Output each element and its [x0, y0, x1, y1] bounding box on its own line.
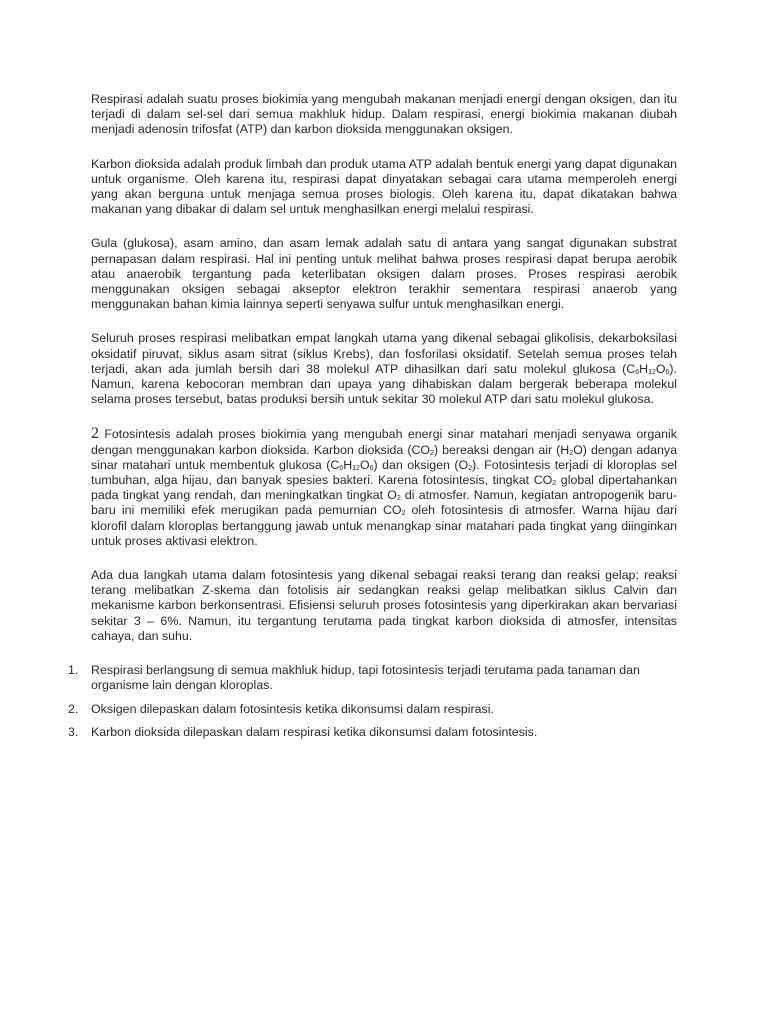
- comparison-list-wrapper: [68, 663, 677, 741]
- list-text: Respirasi berlangsung di semua makhluk hidup, tapi fotosintesis terjadi terutama pada tanaman dan organisme lain dengan kloroplas.: [91, 663, 640, 693]
- list-item: [68, 701, 677, 717]
- list-item: [68, 725, 677, 740]
- paragraph-langkah-fotosintesis: Ada dua langkah utama dalam fotosintesis yang dikenal sebagai reaksi terang dan reaksi gelap; reaksi terang melibatkan Z-skema dan fotolisis air sedangkan reaksi gelap melibatkan siklus Calvin dan mekanisme karbon berkonsentrasi. Efisiensi seluruh proses fotosintesis yang diperkirakan akan bervariasi sekitar 3 – 6%. Namun, itu tergantung terutama pada tingkat karbon dioksida di atmosfer, intensitas cahaya, dan suhu.: [91, 568, 677, 643]
- text-run: ). Namun, karena kebocoran membran dan upaya yang dihabiskan dalam bergerak beberapa molekul selama proses tersebut, batas produksi bersih untuk sekitar 30 molekul ATP dari satu molekul glukosa.: [91, 361, 677, 407]
- text-run: O: [359, 457, 370, 472]
- subscript: 6: [339, 464, 344, 472]
- text-run: ) bereaksi dengan air (H: [433, 442, 570, 457]
- text-run: ) dan oksigen (O: [373, 457, 469, 472]
- subscript: 2: [552, 480, 557, 488]
- paragraph-langkah-respirasi: [91, 331, 677, 407]
- list-number: 1.: [68, 663, 79, 678]
- list-number: 2.: [68, 701, 79, 716]
- paragraph-substrat-respirasi: Gula (glukosa), asam amino, dan asam lemak adalah satu di antara yang sangat digunakan substrat pernapasan dalam respirasi. Hal ini penting untuk melihat bahwa proses respirasi dapat berupa aerobik atau anaerobik tergantung pada keterlibatan oksigen dalam proses. Proses respirasi aerobik menggunakan oksigen sebagai akseptor elektron terakhir sementara respirasi anaerob yang menggunakan bahan kimia lainnya seperti senyawa sulfur untuk menghasilkan energi.: [91, 236, 677, 312]
- text-run: oleh fotosintesis di atmosfer. Warna hijau dari klorofil dalam kloroplas bertanggung jawab untuk menangkap sinar matahari pada tingkat yang diinginkan untuk proses aktivasi elektron.: [91, 503, 677, 548]
- text-run: di atmosfer. Namun, kegiatan antropogenik baru-baru ini memiliki efek merugikan pada pemurnian CO: [91, 488, 677, 518]
- subscript: 12: [352, 464, 360, 472]
- subscript: 2: [396, 495, 401, 503]
- text-run: O) dengan adanya sinar matahari untuk membentuk glukosa (C: [91, 442, 677, 472]
- list-number: 3.: [68, 725, 79, 740]
- subscript: 6: [665, 368, 670, 376]
- paragraph-karbon-dioksida: Karbon dioksida adalah produk limbah dan produk utama ATP adalah bentuk energi yang dapat digunakan untuk organisme. Oleh karena itu, respirasi dapat dinyatakan sebagai cara utama memperoleh energi yang akan berguna untuk menjaga semua proses biologis. Oleh karena itu, dapat dikatakan bahwa makanan yang dibakar di dalam sel untuk menghasilkan energi melalui respirasi.: [91, 156, 677, 217]
- comparison-list: [68, 663, 677, 741]
- text-run: O: [655, 361, 666, 376]
- subscript: 2: [468, 464, 473, 472]
- subscript: 12: [648, 368, 656, 376]
- text-run: H: [639, 361, 649, 376]
- list-item: [68, 663, 677, 693]
- paragraph-fotosintesis: [91, 426, 677, 549]
- list-text: Karbon dioksida dilepaskan dalam respirasi ketika dikonsumsi dalam fotosintesis.: [91, 725, 538, 740]
- subscript: 2: [430, 449, 434, 457]
- subscript: 6: [635, 368, 640, 376]
- text-run: Fotosintesis adalah proses biokimia yang mengubah energi sinar matahari menjadi senyawa organik dengan menggunakan karbon dioksida. Karbon dioksida (CO: [91, 427, 677, 457]
- subscript: 2: [569, 449, 574, 457]
- section-number: 2: [91, 425, 99, 443]
- paragraph-respirasi-definisi: Respirasi adalah suatu proses biokimia yang mengubah makanan menjadi energi dengan oksigen, dan itu terjadi di dalam sel-sel dari semua makhluk hidup. Dalam respirasi, energi biokimia makanan diubah menjadi adenosin trifosfat (ATP) dan karbon dioksida menggunakan oksigen.: [91, 92, 677, 137]
- subscript: 2: [401, 510, 406, 518]
- text-run: ). Fotosintesis terjadi di kloroplas sel tumbuhan, alga hijau, dan banyak spesies bakteri. Karena fotosintesis, tingkat CO: [91, 457, 677, 488]
- text-run: global dipertahankan pada tingkat yang rendah, dan meningkatkan tingkat O: [91, 473, 677, 503]
- text-run: H: [343, 457, 353, 472]
- text-run: Seluruh proses respirasi melibatkan empat langkah utama yang dikenal sebagai glikolisis, dekarboksilasi oksidatif piruvat, siklus asam sitrat (siklus Krebs), dan fosforilasi oksidatif. Setelah semua proses telah terjadi, akan ada jumlah bersih dari 38 molekul ATP dihasilkan dari satu molekul glukosa (C: [91, 331, 677, 376]
- subscript: 6: [369, 464, 374, 472]
- list-text: Oksigen dilepaskan dalam fotosintesis ketika dikonsumsi dalam respirasi.: [91, 701, 494, 716]
